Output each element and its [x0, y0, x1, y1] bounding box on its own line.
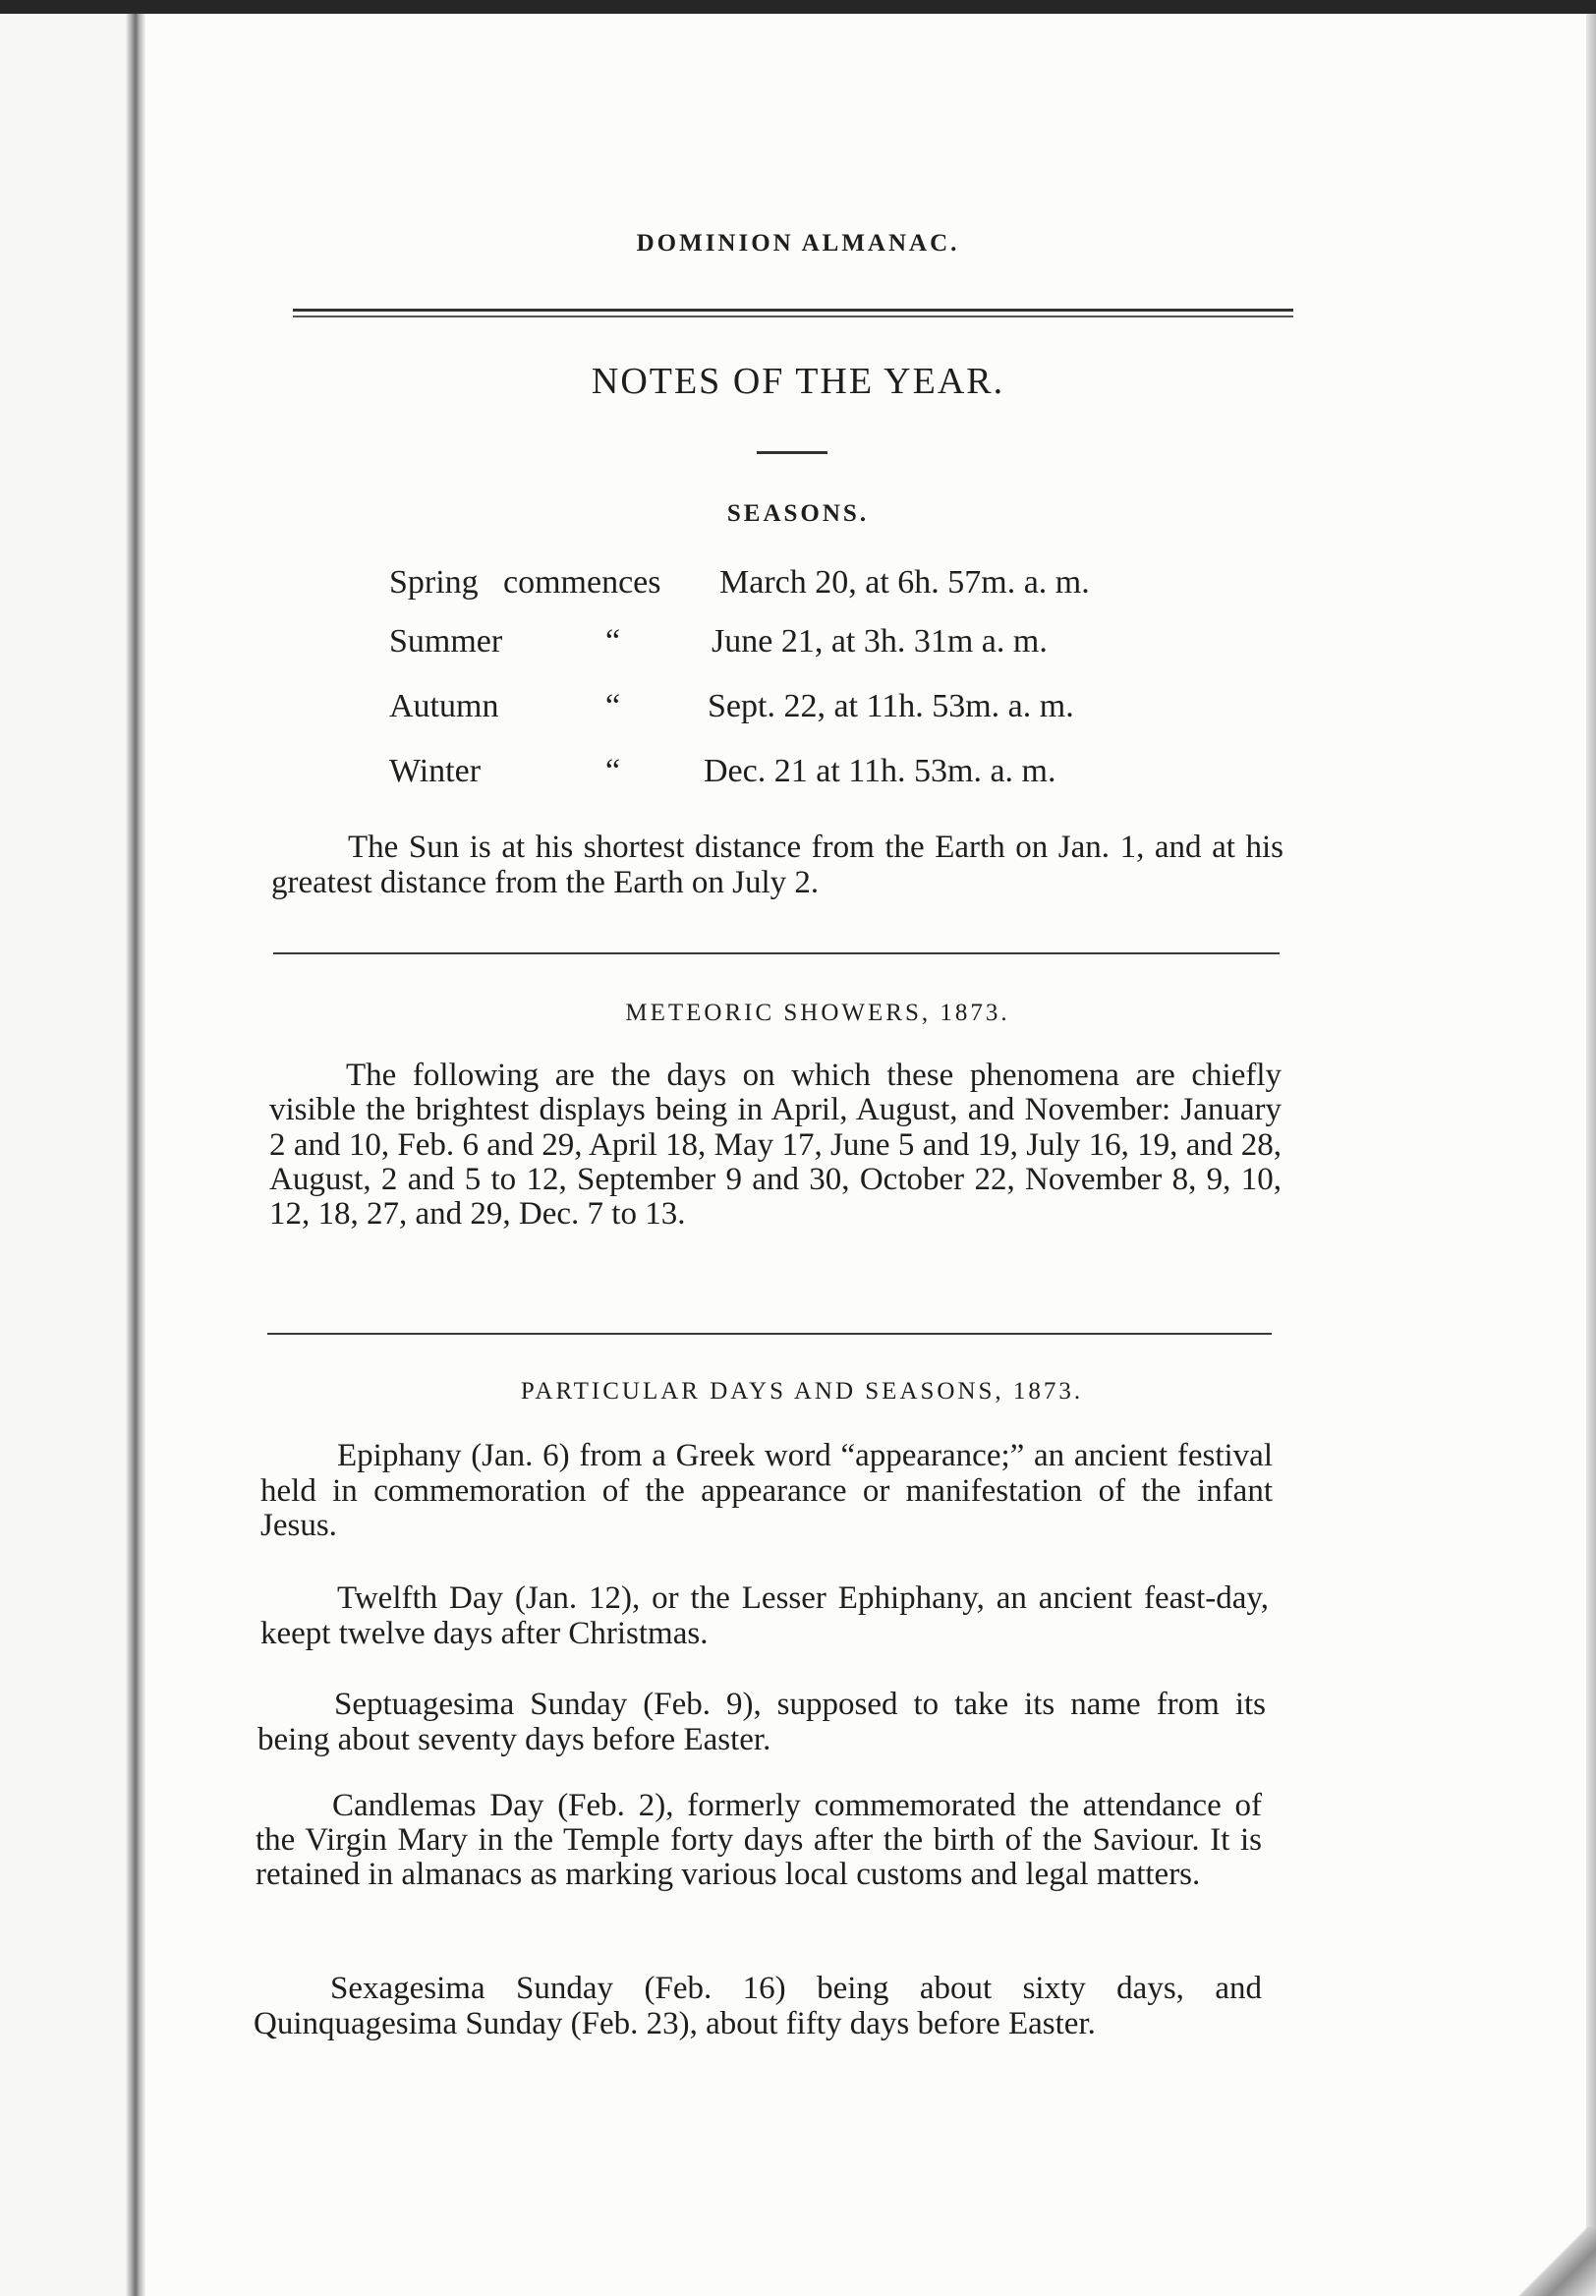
sun-distance-note	[271, 830, 1283, 901]
paragraph-text: Candlemas Day (Feb. 2), formerly commemorated the attendance of the Virgin Mary in the Temple forty days after the birth of the Saviour. It is retained in almanacs as marking various local customs and legal matters.	[256, 1788, 1262, 1892]
season-time: Sept. 22, at 11h. 53m. a. m.	[708, 688, 1074, 724]
running-head: DOMINION ALMANAC.	[636, 230, 960, 257]
season-row-summer	[0, 623, 1596, 672]
section-rule	[273, 952, 1280, 954]
ditto-mark: “	[605, 623, 621, 660]
season-name: Autumn	[389, 688, 499, 724]
meteoric-heading: METEORIC SHOWERS, 1873.	[625, 1000, 1010, 1026]
title-rule	[757, 451, 827, 454]
page-title: NOTES OF THE YEAR.	[591, 361, 1005, 402]
season-row-winter	[0, 753, 1596, 802]
paragraph-sexagesima	[254, 1972, 1262, 2041]
seasons-heading: SEASONS.	[726, 500, 870, 527]
header-double-rule	[293, 309, 1293, 318]
season-name: Winter	[389, 753, 482, 789]
particular-days-heading: PARTICULAR DAYS AND SEASONS, 1873.	[520, 1378, 1084, 1405]
paragraph-candlemas	[256, 1789, 1262, 1892]
season-name: Spring	[389, 564, 479, 601]
paragraph-epiphany	[260, 1439, 1273, 1544]
season-row-spring	[0, 564, 1596, 613]
meteoric-paragraph	[269, 1059, 1282, 1232]
season-name: Summer	[389, 623, 503, 660]
paragraph-septuagesima	[257, 1688, 1266, 1757]
paragraph-text: Epiphany (Jan. 6) from a Greek word “appearance;” an ancient festival held in commemoration of the appearance or manifestation of the infant Jesus.	[260, 1438, 1273, 1544]
paragraph-text: Sexagesima Sunday (Feb. 16) being about sixty days, and Quinquagesima Sunday (Feb. 23), about fifty days before Easter.	[254, 1971, 1262, 2041]
paragraph-text: Twelfth Day (Jan. 12), or the Lesser Ephiphany, an ancient feast-day, keept twelve days after Christmas.	[260, 1580, 1269, 1651]
section-rule	[267, 1333, 1272, 1335]
season-row-autumn	[0, 688, 1596, 737]
almanac-page	[0, 14, 1596, 2296]
left-margin	[0, 14, 126, 2296]
season-time: March 20, at 6h. 57m. a. m.	[719, 564, 1090, 601]
paragraph-twelfth-day	[260, 1581, 1269, 1651]
scan-top-border	[0, 0, 1596, 14]
book-spine-fold	[126, 14, 145, 2296]
ditto-mark: “	[605, 753, 621, 789]
season-time: Dec. 21 at 11h. 53m. a. m.	[704, 753, 1056, 789]
page-corner-curl	[1508, 2227, 1596, 2296]
paragraph-text: Septuagesima Sunday (Feb. 9), supposed to take its name from its being about seventy days before Easter.	[257, 1687, 1266, 1757]
sun-distance-text: The Sun is at his shortest distance from the Earth on Jan. 1, and at his greatest distance from the Earth on July 2.	[271, 830, 1283, 901]
season-time: June 21, at 3h. 31m a. m.	[712, 623, 1048, 660]
ditto-mark: “	[605, 688, 621, 724]
meteoric-text: The following are the days on which these phenomena are chiefly visible the brightest displays being in April, August, and November: January 2 and 10, Feb. 6 and 29, April 18, May 17, June 5 and 19, July 16, 19, and 28, August, 2 and 5 to 12, September 9 and 30, October 22, November 8, 9, 10, 12, 18, 27, and 29, Dec. 7 to 13.	[269, 1058, 1282, 1233]
season-verb: commences	[503, 564, 661, 601]
page-edge-shadow	[1586, 14, 1596, 2296]
